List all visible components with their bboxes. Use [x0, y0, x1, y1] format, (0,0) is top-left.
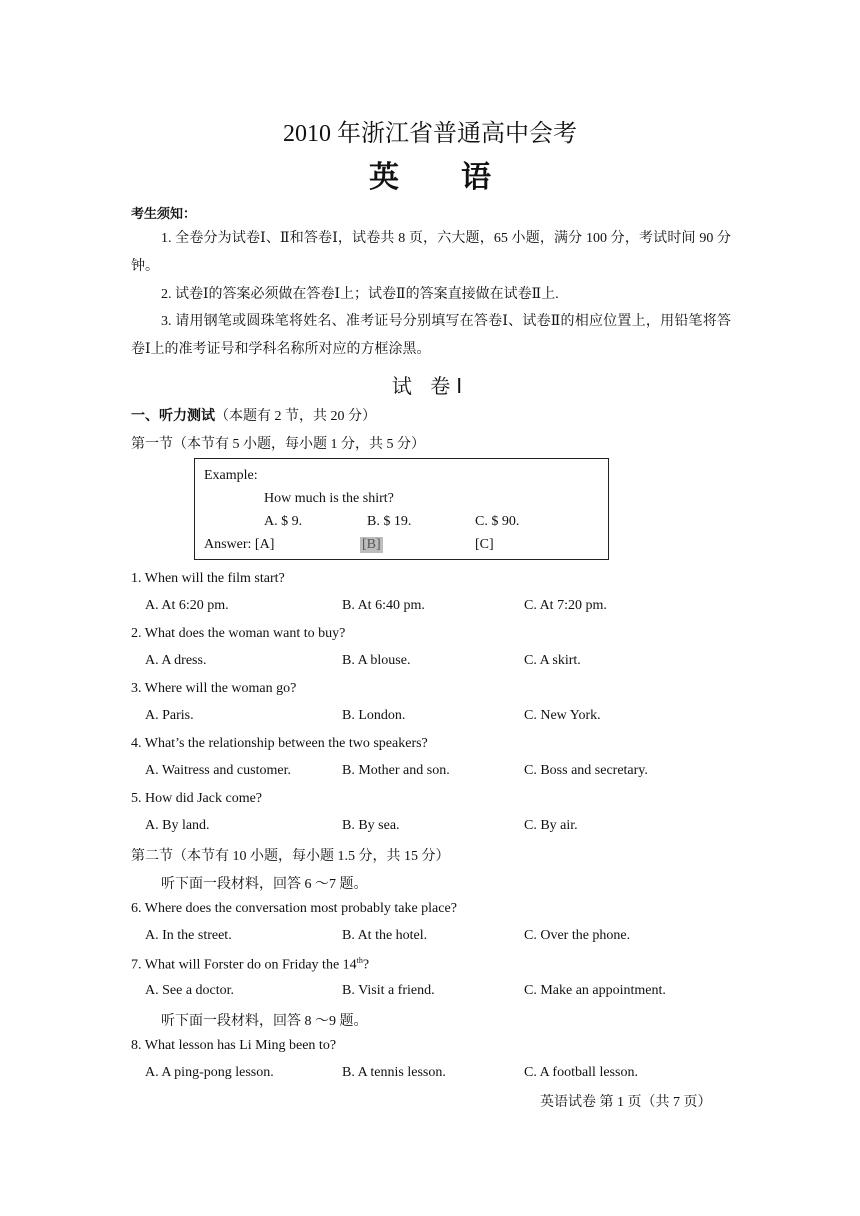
- example-answer-c: [C]: [475, 537, 494, 552]
- question-5-option-b: B. By sea.: [342, 818, 400, 833]
- question-8-option-a: A. A ping-pong lesson.: [145, 1065, 274, 1080]
- paper-title: 试 卷Ⅰ: [391, 374, 469, 398]
- notice-item-3: 3. 请用钢笔或圆珠笔将姓名、准考证号分别填写在答卷Ⅰ、试卷Ⅱ的相应位置上，用铅笔将答卷Ⅰ上的准考证号和学科名称所对应的方框涂黑。: [131, 314, 731, 357]
- question-5-option-c: C. By air.: [524, 818, 578, 833]
- question-1-option-b: B. At 6:40 pm.: [342, 598, 425, 613]
- question-6-option-b: B. At the hotel.: [342, 928, 428, 943]
- question-8-option-c: C. A football lesson.: [524, 1065, 638, 1080]
- question-2-option-c: C. A skirt.: [524, 653, 581, 668]
- example-answer-label: Answer: [A]: [204, 537, 275, 552]
- question-3-option-a: A. Paris.: [145, 708, 194, 723]
- question-7: [131, 956, 369, 974]
- example-option-a: A. $ 9.: [264, 514, 303, 529]
- question-7-text: 7. What will Forster do on Friday the 14: [131, 957, 357, 973]
- example-answer-b-highlighted: [B]: [362, 537, 381, 552]
- question-7-option-c: C. Make an appointment.: [524, 983, 666, 998]
- example-option-b: B. $ 19.: [367, 514, 412, 529]
- section-heading-rest: （本题有 2 节，共 20 分）: [215, 409, 376, 424]
- question-4: 4. What’s the relationship between the two speakers?: [131, 736, 428, 751]
- question-8-option-b: B. A tennis lesson.: [342, 1065, 446, 1080]
- question-2-option-a: A. A dress.: [145, 653, 207, 668]
- question-5-option-a: A. By land.: [145, 818, 210, 833]
- part1-heading: 第一节（本节有 5 小题，每小题 1 分，共 5 分）: [131, 437, 425, 452]
- instruction-6-7: 听下面一段材料，回答 6 ～7 题。: [161, 877, 368, 892]
- question-3: 3. Where will the woman go?: [131, 681, 297, 696]
- notice-item-1: 1. 全卷分为试卷Ⅰ、Ⅱ和答卷Ⅰ，试卷共 8 页，六大题，65 小题，满分 100 分，考试时间 90 分钟。: [131, 231, 731, 274]
- exam-title: 2010 年浙江省普通高中会考: [283, 121, 577, 147]
- page-footer: 英语试卷 第 1 页（共 7 页）: [540, 1095, 712, 1110]
- question-1-option-c: C. At 7:20 pm.: [524, 598, 607, 613]
- question-1-option-a: A. At 6:20 pm.: [145, 598, 229, 613]
- notice-heading: 考生须知：: [131, 207, 197, 222]
- question-3-option-b: B. London.: [342, 708, 406, 723]
- question-2: 2. What does the woman want to buy?: [131, 626, 346, 641]
- question-7-end: ?: [362, 957, 370, 973]
- question-7-superscript: th: [356, 956, 363, 965]
- section-heading-bold: 一、听力测试: [131, 408, 215, 424]
- question-3-option-c: C. New York.: [524, 708, 601, 723]
- question-1: 1. When will the film start?: [131, 571, 285, 586]
- question-7-option-a: A. See a doctor.: [145, 983, 235, 998]
- example-label: Example:: [204, 468, 258, 483]
- question-2-option-b: B. A blouse.: [342, 653, 411, 668]
- subject-title: 英语: [369, 160, 553, 195]
- question-4-option-a: A. Waitress and customer.: [145, 763, 291, 778]
- instruction-8-9: 听下面一段材料，回答 8 ～9 题。: [161, 1014, 368, 1029]
- part2-heading: 第二节（本节有 10 小题，每小题 1.5 分，共 15 分）: [131, 849, 450, 864]
- question-5: 5. How did Jack come?: [131, 791, 263, 806]
- example-option-c: C. $ 90.: [475, 514, 520, 529]
- example-question: How much is the shirt?: [264, 491, 394, 506]
- question-6: 6. Where does the conversation most probably take place?: [131, 901, 457, 916]
- notice-item-2: 2. 试卷Ⅰ的答案必须做在答卷Ⅰ上；试卷Ⅱ的答案直接做在试卷Ⅱ上.: [161, 287, 559, 302]
- question-4-option-c: C. Boss and secretary.: [524, 763, 648, 778]
- question-7-option-b: B. Visit a friend.: [342, 983, 435, 998]
- section-heading: [131, 405, 376, 425]
- question-8: 8. What lesson has Li Ming been to?: [131, 1038, 337, 1053]
- question-6-option-a: A. In the street.: [145, 928, 232, 943]
- question-4-option-b: B. Mother and son.: [342, 763, 450, 778]
- question-6-option-c: C. Over the phone.: [524, 928, 631, 943]
